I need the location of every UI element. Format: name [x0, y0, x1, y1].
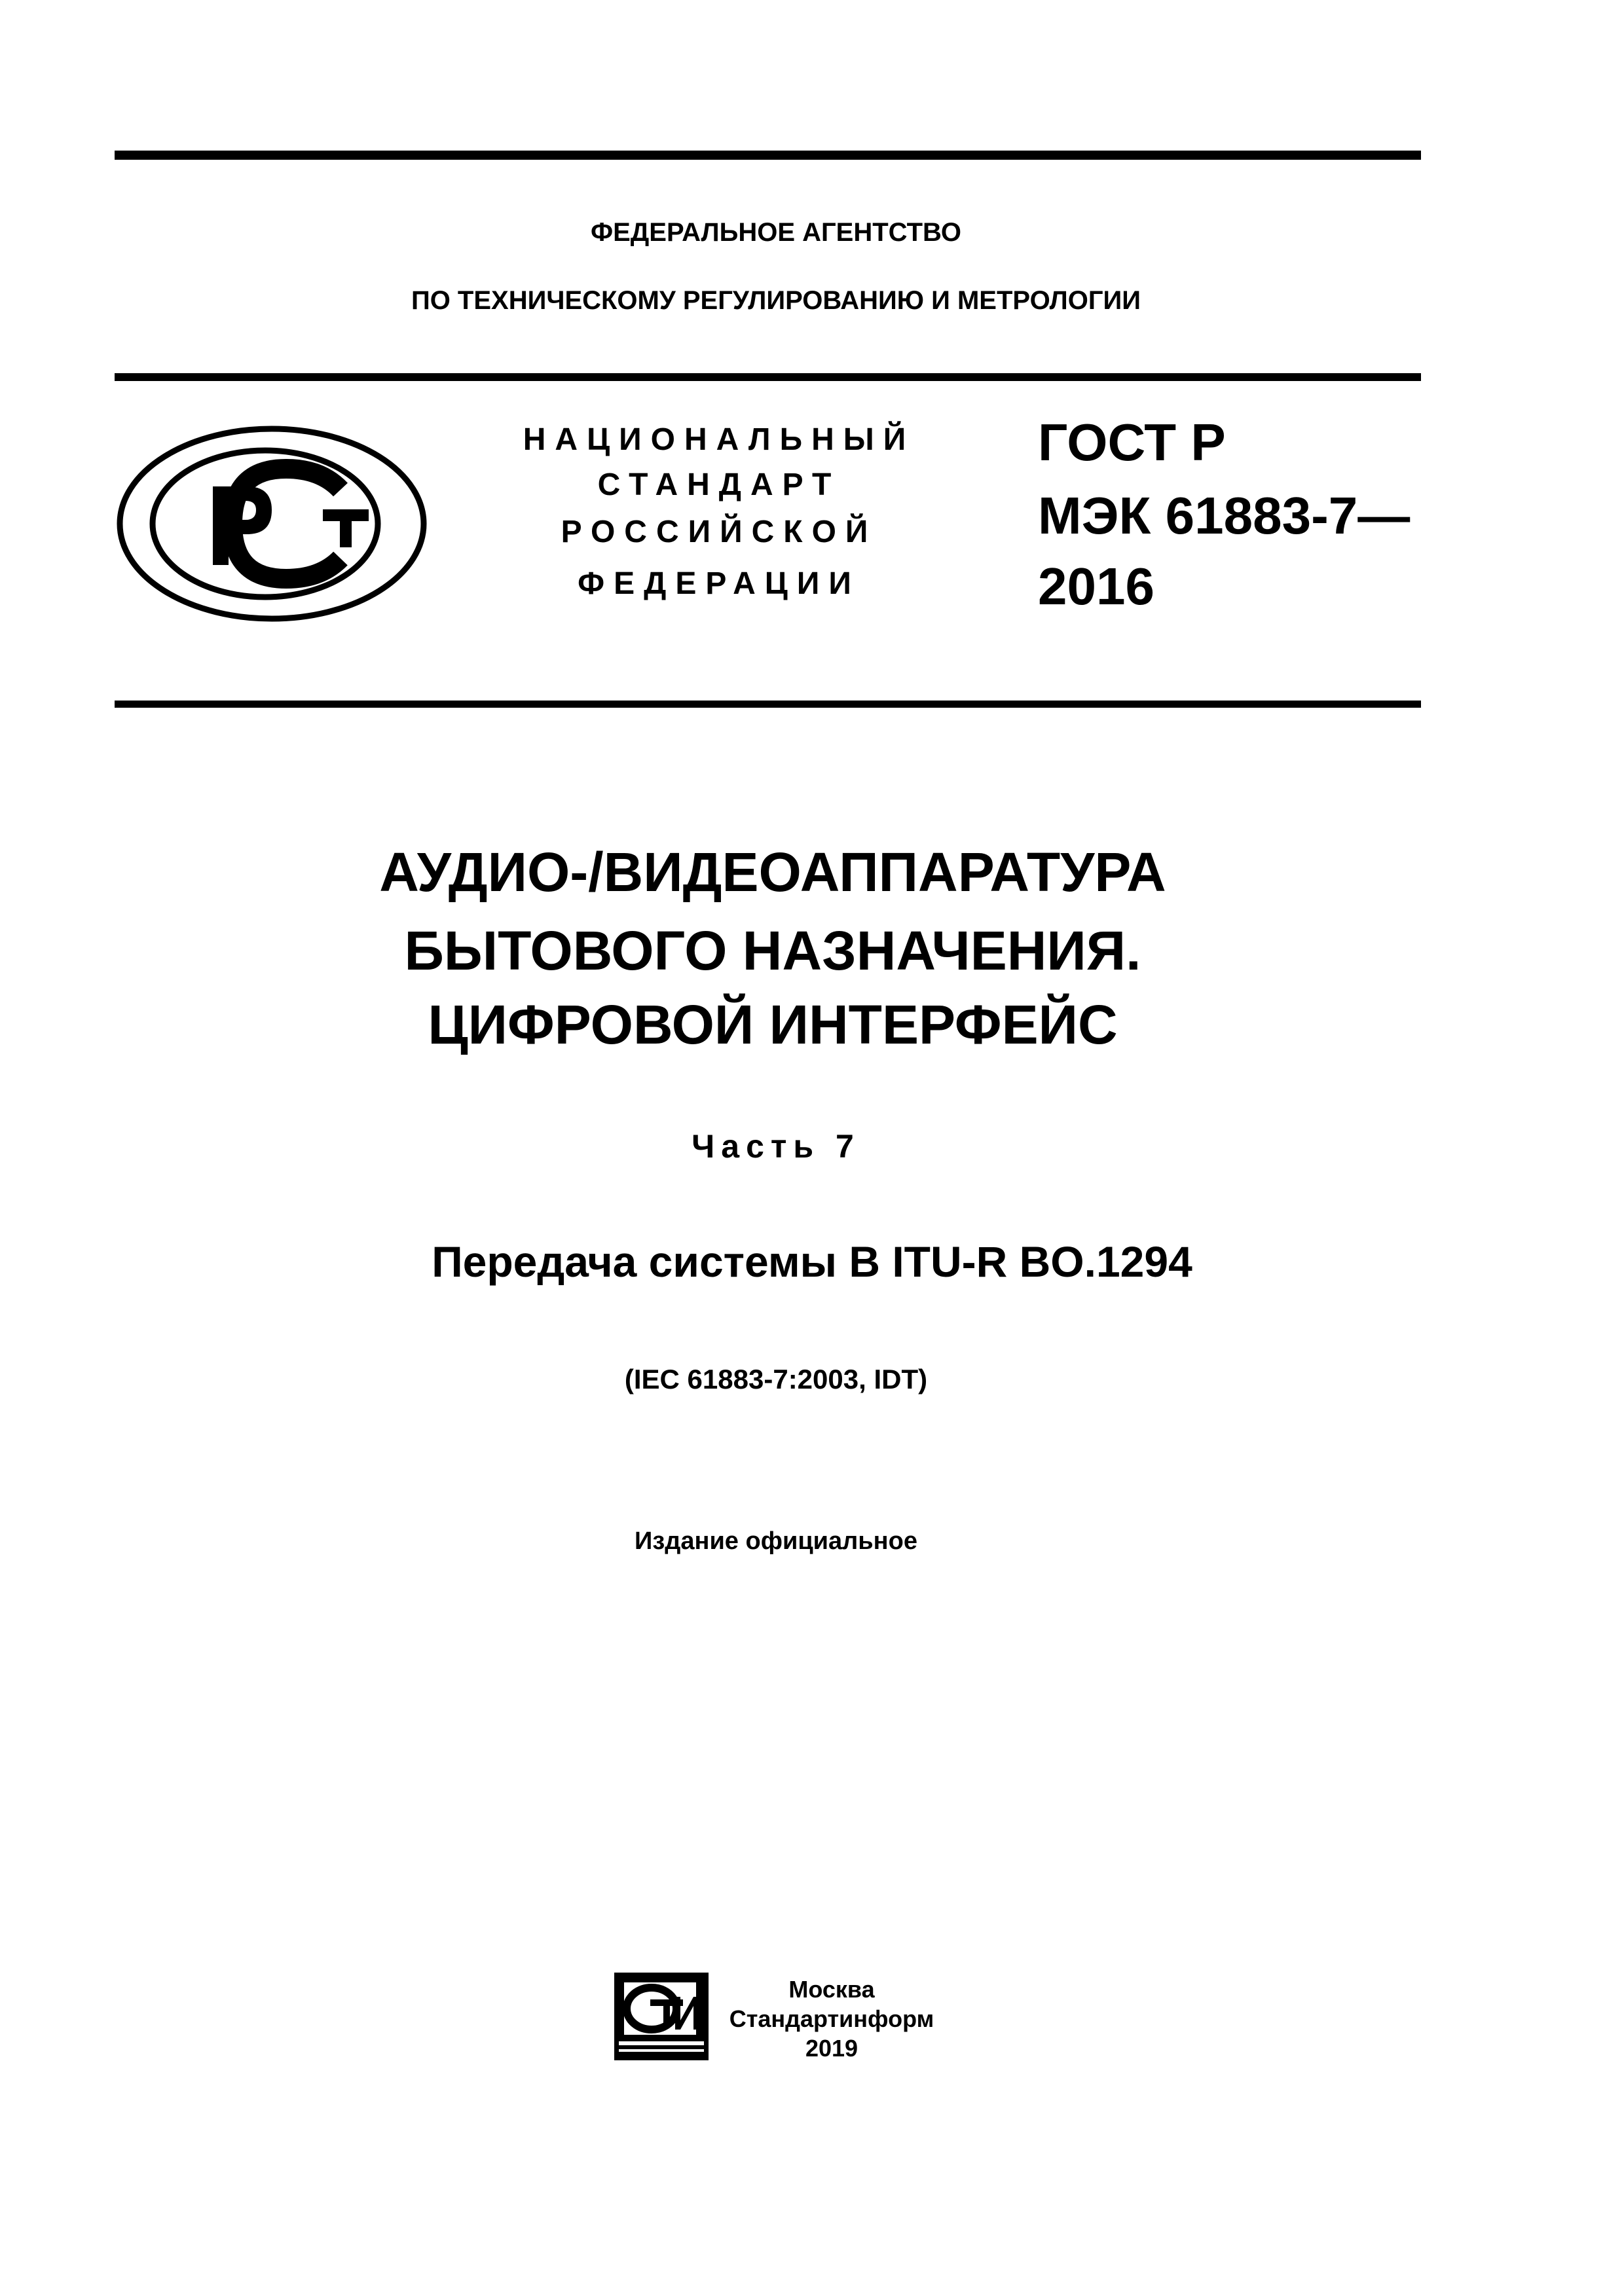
publisher-name: Стандартинформ: [729, 2005, 934, 2032]
standartinform-logo-icon: [612, 1971, 710, 2062]
part-number: Часть 7: [692, 1128, 860, 1165]
header-rule: [115, 373, 1421, 381]
designation-line-1: ГОСТ Р: [1038, 413, 1226, 471]
iec-reference: (IEC 61883-7:2003, IDT): [624, 1364, 928, 1394]
national-standard-line-3: РОССИЙСКОЙ: [561, 515, 877, 549]
national-standard-line-2: СТАНДАРТ: [597, 467, 841, 502]
agency-line-2: ПО ТЕХНИЧЕСКОМУ РЕГУЛИРОВАНИЮ И МЕТРОЛОГИИ: [411, 286, 1141, 315]
designation-line-3: 2016: [1038, 557, 1154, 615]
document-title-line-3: ЦИФРОВОЙ ИНТЕРФЕЙС: [428, 994, 1118, 1055]
edition-label: Издание официальное: [635, 1527, 917, 1555]
publisher-year: 2019: [805, 2035, 858, 2062]
agency-line-1: ФЕДЕРАЛЬНОЕ АГЕНТСТВО: [590, 218, 962, 247]
document-title-line-1: АУДИО-/ВИДЕОАППАРАТУРА: [379, 841, 1166, 903]
designation-rule: [115, 701, 1421, 708]
document-subtitle: Передача системы B ITU-R BO.1294: [432, 1237, 1192, 1286]
national-standard-line-4: ФЕДЕРАЦИИ: [578, 566, 860, 601]
rst-certification-mark-icon: [115, 424, 429, 624]
top-rule: [115, 151, 1421, 160]
document-title-line-2: БЫТОВОГО НАЗНАЧЕНИЯ.: [404, 920, 1141, 981]
national-standard-line-1: НАЦИОНАЛЬНЫЙ: [523, 422, 915, 457]
designation-line-2: МЭК 61883-7—: [1038, 486, 1411, 545]
publisher-city: Москва: [788, 1976, 875, 2003]
